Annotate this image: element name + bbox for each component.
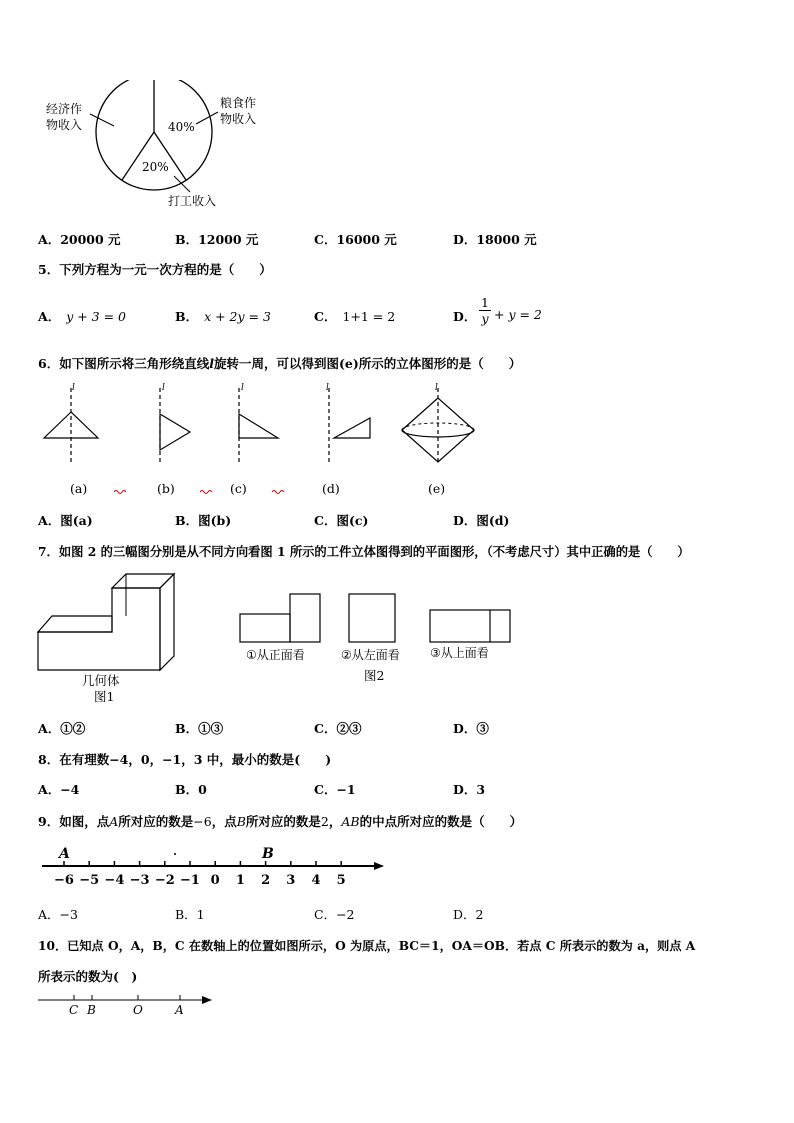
q9-number-line <box>38 840 388 890</box>
q9-tick-label: 2 <box>261 873 271 888</box>
q9-stem-val-b: 2 <box>320 814 329 829</box>
q9-stem-val-a: −6 <box>193 814 212 829</box>
q9-tick-label: −3 <box>129 873 150 888</box>
fraction-denominator: y <box>481 311 489 326</box>
q6-option-d[interactable]: D．图(d) <box>453 513 510 528</box>
q10-number-line <box>38 990 218 1020</box>
q5-option-c-expr: 1+1 = 2 <box>342 309 396 324</box>
q9-stem-6: 的中点所对应的数是（ ） <box>359 814 523 829</box>
q5-option-a[interactable] <box>38 307 126 325</box>
pie-pct-grain: 40% <box>168 120 195 134</box>
figure-c <box>239 388 278 464</box>
q7-view-label-front: ①从正面看 <box>246 648 305 662</box>
q5-stem: 5．下列方程为一元一次方程的是（ ） <box>38 262 272 277</box>
figure-b <box>160 388 190 464</box>
q5-option-c[interactable] <box>314 307 395 325</box>
fraction-numerator: 1 <box>481 295 489 310</box>
q7-option-d[interactable]: D．③ <box>453 721 489 736</box>
q9-stem-1: 9．如图，点 <box>38 814 110 829</box>
q5-option-b-label: B． <box>175 309 199 324</box>
q10-point-O: O <box>133 1003 143 1017</box>
q5-option-b-expr: x + 2y = 3 <box>204 309 271 324</box>
pie-label-economic-1: 经济作 <box>46 102 83 116</box>
q6-stem-part1: 6．如下图所示将三角形绕直线 <box>38 356 210 371</box>
q9-tick-label: 1 <box>235 873 245 888</box>
leader-work <box>174 176 190 192</box>
top-view <box>430 610 510 642</box>
figure-e <box>402 388 474 464</box>
q9-option-b[interactable]: B．1 <box>175 907 205 922</box>
leader-grain <box>196 112 218 124</box>
q9-tick-label: −1 <box>180 873 200 888</box>
pie-label-grain-1: 粮食作 <box>220 96 257 110</box>
q9-tick-label: 4 <box>311 873 321 888</box>
figure-a <box>44 388 98 464</box>
q5-option-c-label: C． <box>314 309 337 324</box>
q9-stem <box>38 812 522 830</box>
q9-point-A-label: A <box>59 846 70 862</box>
q9-tick-label: 0 <box>210 873 220 888</box>
q9-tick-label: −4 <box>104 873 125 888</box>
q7-view-label-top: ③从上面看 <box>430 646 489 660</box>
q9-option-a[interactable]: A．−3 <box>38 907 78 922</box>
q8-option-c[interactable]: C．−1 <box>314 782 356 797</box>
q9-stem-A: A <box>109 814 119 829</box>
q6-option-a[interactable]: A．图(a) <box>38 513 93 528</box>
left-view <box>349 594 395 642</box>
q6-fig-label-a: (a) <box>70 481 88 496</box>
q9-option-d[interactable]: D．2 <box>453 907 484 922</box>
q5-option-a-label: A． <box>38 309 61 324</box>
q6-axis-label-d: l <box>326 383 329 393</box>
q10-stem-line2: 所表示的数为( ) <box>38 969 138 984</box>
q10-stem-line1: 10．已知点 O，A，B，C 在数轴上的位置如图所示，O 为原点，BC＝1，OA＝OB．若点 C 所表示的数为 a，则点 A <box>38 939 696 953</box>
q9-stem-3: ，点 <box>211 814 237 829</box>
q9-tick-label: 5 <box>336 873 346 888</box>
q9-stem-2: 所对应的数是 <box>118 814 194 829</box>
q6-stem-l: l <box>209 356 214 371</box>
q9-tick-label: −6 <box>54 873 74 888</box>
q6-axis-label-c: l <box>241 383 244 393</box>
q6-figures <box>30 382 510 472</box>
q9-stray-dot <box>174 853 176 855</box>
q5-option-d-label: D． <box>453 309 477 324</box>
front-view <box>240 594 320 642</box>
q5-option-d-fraction <box>479 296 491 327</box>
q5-option-d-rest: + y = 2 <box>494 307 542 322</box>
q6-option-b[interactable]: B．图(b) <box>175 513 232 528</box>
figure-d <box>329 388 370 464</box>
q7-option-a[interactable]: A．①② <box>38 721 86 736</box>
q7-fig1-label: 图1 <box>94 689 115 704</box>
red-squiggles <box>110 488 290 496</box>
q9-tick-label: −5 <box>79 873 100 888</box>
pie-pct-work: 20% <box>142 160 169 174</box>
q9-point-B-label: B <box>262 846 274 862</box>
q4-option-c[interactable]: C．16000 元 <box>314 232 397 247</box>
q9-stem-AB: AB <box>341 814 360 829</box>
q6-fig-label-e: (e) <box>428 481 446 496</box>
q9-tick-label: −2 <box>154 873 175 888</box>
q7-figure-1-solid <box>36 572 176 677</box>
q6-axis-label-b: l <box>162 383 165 393</box>
q10-point-B: B <box>87 1003 96 1017</box>
q6-stem <box>38 354 521 372</box>
q8-option-b[interactable]: B．0 <box>175 782 207 797</box>
q8-stem: 8．在有理数−4，0，−1，3 中，最小的数是( ) <box>38 752 332 767</box>
q6-fig-label-b: (b) <box>157 481 175 496</box>
q6-axis-label-e: l <box>435 383 438 393</box>
q6-stem-part2: 旋转一周，可以得到图(e)所示的立体图形的是（ ） <box>213 356 522 371</box>
q9-tick-label: 3 <box>286 873 296 888</box>
q10-point-C: C <box>69 1003 79 1017</box>
q9-stem-5: ， <box>328 814 342 829</box>
q7-option-c[interactable]: C．②③ <box>314 721 362 736</box>
q9-stem-4: 所对应的数是 <box>245 814 321 829</box>
q5-option-b[interactable] <box>175 307 271 325</box>
q6-option-c[interactable]: C．图(c) <box>314 513 369 528</box>
q8-option-a[interactable]: A．−4 <box>38 782 80 797</box>
pie-label-work: 打工收入 <box>168 194 217 208</box>
q6-fig-label-d: (d) <box>322 481 340 496</box>
q9-stem-B: B <box>236 814 246 829</box>
q6-axis-label-a: l <box>72 383 75 393</box>
q4-option-b[interactable]: B．12000 元 <box>175 232 259 247</box>
q7-stem: 7．如图 2 的三幅图分别是从不同方向看图 1 所示的工件立体图得到的平面图形，（不考虑尺寸）其中正确的是（ ） <box>38 544 690 559</box>
q9-option-c[interactable]: C．−2 <box>314 907 355 922</box>
q4-option-a[interactable]: A．20000 元 <box>38 232 121 247</box>
q7-option-b[interactable]: B．①③ <box>175 721 224 736</box>
q7-view-label-left: ②从左面看 <box>341 648 400 662</box>
q4-option-d[interactable]: D．18000 元 <box>453 232 537 247</box>
q6-fig-label-c: (c) <box>230 481 247 496</box>
q7-fig1-name: 几何体 <box>82 673 120 688</box>
q8-option-d[interactable]: D．3 <box>453 782 486 797</box>
q7-fig2-label: 图2 <box>364 668 385 683</box>
q5-option-a-expr: y + 3 = 0 <box>66 309 127 324</box>
q10-point-A: A <box>175 1003 184 1017</box>
pie-label-grain-2: 物收入 <box>220 112 257 126</box>
leader-economic <box>90 114 114 126</box>
pie-label-economic-2: 物收入 <box>46 118 83 132</box>
